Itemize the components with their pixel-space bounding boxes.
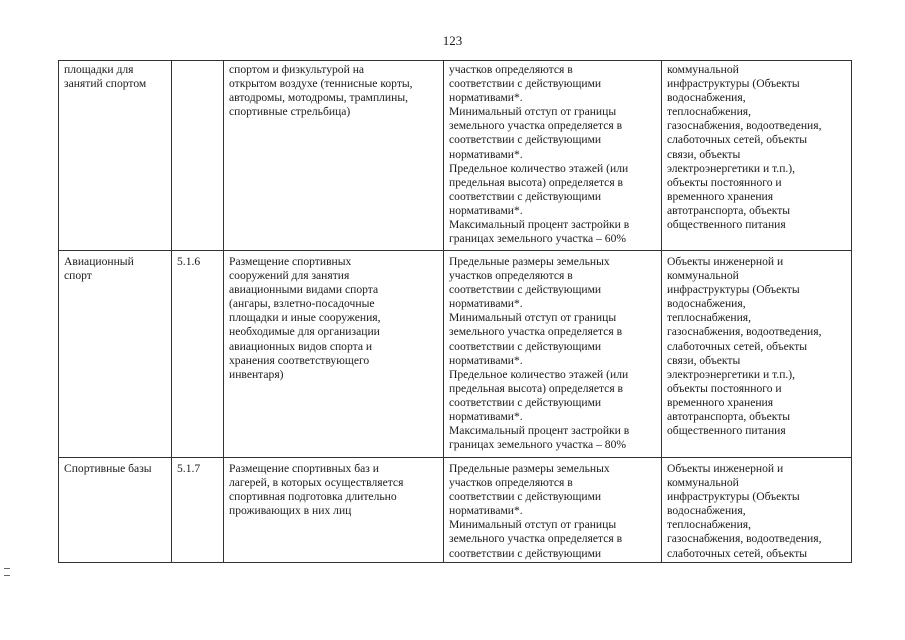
- cell-text-line: соответствии с действующими: [449, 339, 602, 353]
- cell-text-line: участков определяются в: [449, 63, 573, 76]
- cell-text-line: инвентаря): [229, 367, 284, 381]
- cell-text-line: площадки и иные сооружения,: [229, 311, 381, 325]
- cell-text-line: электроэнергетики и т.п.),: [667, 161, 796, 175]
- cell-text-line: соответствии с действующими: [449, 283, 602, 297]
- cell-text-line: водоснабжения,: [667, 504, 746, 518]
- auxiliary-objects-cell: [662, 458, 852, 563]
- cell-text-line: слаботочных сетей, объекты: [667, 339, 808, 353]
- cell-text-line: сооружений для занятия: [229, 269, 350, 283]
- cell-text-line: нормативами*.: [449, 91, 523, 105]
- use-description-cell: [224, 61, 444, 251]
- cell-text-line: Предельные размеры земельных: [449, 462, 610, 475]
- cell-text-line: земельного участка определяется в: [449, 119, 623, 133]
- cell-text-line: Спортивные базы: [64, 462, 152, 475]
- cell-text-line: занятий спортом: [64, 77, 147, 91]
- table-row: [59, 251, 852, 458]
- cell-text-line: Размещение спортивных: [229, 255, 352, 268]
- cell-text-line: общественного питания: [667, 218, 786, 232]
- cell-text-line: связи, объекты: [667, 353, 741, 367]
- cell-text-line: спортом и физкультурой на: [229, 63, 365, 76]
- cell-text-line: 5.1.7: [177, 462, 201, 475]
- cell-text-line: Предельные размеры земельных: [449, 255, 610, 268]
- cell-text-line: открытом воздухе (теннисные корты,: [229, 77, 413, 91]
- cell-text-line: общественного питания: [667, 424, 786, 438]
- cell-text-line: газоснабжения, водоотведения,: [667, 532, 822, 546]
- cell-text-line: временного хранения: [667, 189, 774, 203]
- cell-text-line: автотранспорта, объекты: [667, 410, 791, 424]
- table-row: [59, 458, 852, 563]
- cell-text-line: слаботочных сетей, объекты: [667, 133, 808, 147]
- cell-text-line: Минимальный отступ от границы: [449, 105, 617, 119]
- cell-text-line: электроэнергетики и т.п.),: [667, 367, 796, 381]
- use-description-cell: [224, 458, 444, 563]
- cell-text-line: инфраструктуры (Объекты: [667, 490, 800, 504]
- use-code-cell: [172, 458, 224, 563]
- cell-text-line: объекты постоянного и: [667, 175, 782, 189]
- cell-text-line: временного хранения: [667, 395, 774, 409]
- cell-text-line: Предельное количество этажей (или: [449, 367, 629, 381]
- cell-text-line: нормативами*.: [449, 203, 523, 217]
- use-name-cell: [59, 458, 172, 563]
- cell-text-line: коммунальной: [667, 476, 739, 490]
- cell-text-line: Максимальный процент застройки в: [449, 218, 630, 232]
- cell-text-line: земельного участка определяется в: [449, 325, 623, 339]
- cell-text-line: водоснабжения,: [667, 297, 746, 311]
- cell-text-line: 5.1.6: [177, 255, 201, 268]
- cell-text-line: границах земельного участка – 80%: [449, 438, 627, 452]
- auxiliary-objects-cell: [662, 61, 852, 251]
- cell-text-line: нормативами*.: [449, 297, 523, 311]
- cell-text-line: предельная высота) определяется в: [449, 381, 624, 395]
- cell-text-line: нормативами*.: [449, 353, 523, 367]
- cell-text-line: теплоснабжения,: [667, 518, 752, 532]
- cell-text-line: Размещение спортивных баз и: [229, 462, 379, 475]
- cell-text-line: спортивная подготовка длительно: [229, 490, 397, 504]
- cell-text-line: коммунальной: [667, 269, 739, 283]
- cell-text-line: спортивные стрельбица): [229, 105, 351, 119]
- cell-text-line: водоснабжения,: [667, 91, 746, 105]
- cell-text-line: необходимые для организации: [229, 325, 380, 339]
- cell-text-line: автодромы, мотодромы, трамплины,: [229, 91, 409, 105]
- cell-text-line: предельная высота) определяется в: [449, 175, 624, 189]
- cell-text-line: Минимальный отступ от границы: [449, 311, 617, 325]
- land-use-table: [58, 60, 852, 563]
- cell-text-line: коммунальной: [667, 63, 739, 76]
- cell-text-line: нормативами*.: [449, 504, 523, 518]
- page-number: 123: [442, 33, 463, 48]
- cell-text-line: связи, объекты: [667, 147, 741, 161]
- cell-text-line: соответствии с действующими: [449, 189, 602, 203]
- parameters-cell: [444, 458, 662, 563]
- cell-text-line: хранения соответствующего: [229, 353, 370, 367]
- cell-text-line: Объекты инженерной и: [667, 462, 784, 475]
- cell-text-line: авиационными видами спорта: [229, 283, 379, 297]
- cell-text-line: участков определяются в: [449, 476, 573, 490]
- use-code-cell: [172, 251, 224, 458]
- cell-text-line: Максимальный процент застройки в: [449, 424, 630, 438]
- cell-text-line: (ангары, взлетно-посадочные: [229, 297, 375, 311]
- cell-text-line: лагерей, в которых осуществляется: [229, 476, 404, 490]
- cell-text-line: спорт: [64, 269, 92, 283]
- parameters-cell: [444, 61, 662, 251]
- cell-text-line: проживающих в них лиц: [229, 504, 352, 518]
- cell-text-line: участков определяются в: [449, 269, 573, 283]
- cell-text-line: нормативами*.: [449, 147, 523, 161]
- cell-text-line: газоснабжения, водоотведения,: [667, 325, 822, 339]
- cell-text-line: площадки для: [64, 63, 134, 76]
- auxiliary-objects-cell: [662, 251, 852, 458]
- margin-mark: [4, 568, 10, 576]
- cell-text-line: соответствии с действующими: [449, 395, 602, 409]
- use-code-cell: [172, 61, 224, 251]
- use-name-cell: [59, 61, 172, 251]
- use-description-cell: [224, 251, 444, 458]
- parameters-cell: [444, 251, 662, 458]
- table-row: [59, 61, 852, 251]
- cell-text-line: Предельное количество этажей (или: [449, 161, 629, 175]
- cell-text-line: газоснабжения, водоотведения,: [667, 119, 822, 133]
- cell-text-line: Объекты инженерной и: [667, 255, 784, 268]
- cell-text-line: инфраструктуры (Объекты: [667, 77, 800, 91]
- use-name-cell: [59, 251, 172, 458]
- cell-text-line: Минимальный отступ от границы: [449, 518, 617, 532]
- cell-text-line: слаботочных сетей, объекты: [667, 546, 808, 560]
- cell-text-line: соответствии с действующими: [449, 77, 602, 91]
- cell-text-line: нормативами*.: [449, 410, 523, 424]
- cell-text-line: объекты постоянного и: [667, 381, 782, 395]
- cell-text-line: теплоснабжения,: [667, 105, 752, 119]
- cell-text-line: соответствии с действующими: [449, 546, 602, 560]
- cell-text-line: авиационных видов спорта и: [229, 339, 373, 353]
- cell-text-line: границах земельного участка – 60%: [449, 232, 627, 246]
- cell-text-line: автотранспорта, объекты: [667, 203, 791, 217]
- cell-text-line: соответствии с действующими: [449, 133, 602, 147]
- cell-text-line: теплоснабжения,: [667, 311, 752, 325]
- cell-text-line: соответствии с действующими: [449, 490, 602, 504]
- cell-text-line: инфраструктуры (Объекты: [667, 283, 800, 297]
- cell-text-line: земельного участка определяется в: [449, 532, 623, 546]
- cell-text-line: Авиационный: [64, 255, 134, 268]
